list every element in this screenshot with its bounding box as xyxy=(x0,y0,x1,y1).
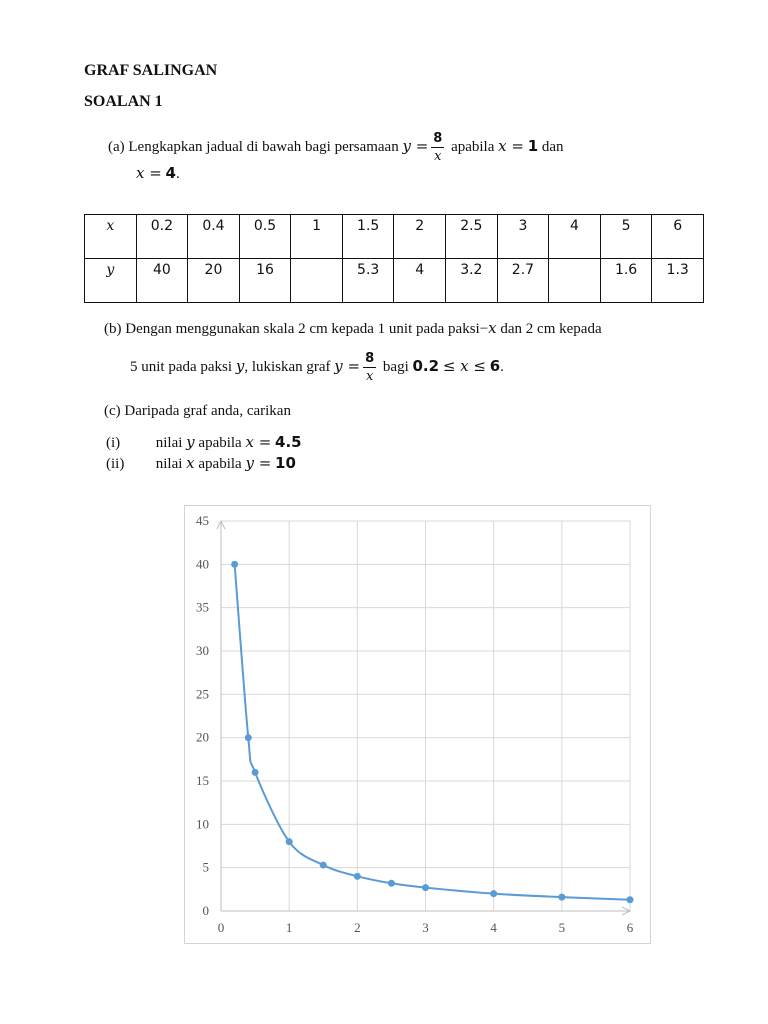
data-point xyxy=(231,561,238,568)
part-c-item-i-val: 4.5 xyxy=(275,433,302,451)
series-line xyxy=(235,564,630,899)
part-b-suffix: dan 2 cm kepada xyxy=(500,321,602,337)
chart-svg xyxy=(185,506,650,943)
data-point xyxy=(627,896,634,903)
part-a-mid: apabila xyxy=(451,138,495,155)
part-b-range-lo: 0.2 xyxy=(412,356,440,375)
part-c-item-ii-text: nilai xyxy=(155,456,183,472)
table-cell xyxy=(549,259,601,303)
table-cell: 1 xyxy=(291,215,343,259)
part-c-intro: (c) Daripada graf anda, carikan xyxy=(104,403,291,419)
part-a-cond2-var: x = xyxy=(136,164,162,182)
part-b-prefix: (b) Dengan menggunakan skala 2 cm kepada 1 unit pada paksi− xyxy=(104,321,489,337)
part-b-end: . xyxy=(500,358,504,375)
part-c-item-i-text: nilai xyxy=(155,435,183,451)
x-tick-label: 5 xyxy=(558,920,566,935)
part-a-cond1-var: x = xyxy=(498,136,524,155)
part-a-prefix: (a) Lengkapkan jadual di bawah bagi persamaan xyxy=(108,138,399,155)
data-point xyxy=(388,880,395,887)
y-tick-label: 35 xyxy=(196,599,209,615)
values-table xyxy=(84,214,704,303)
x-tick-label: 0 xyxy=(217,920,225,935)
part-c-roman-ii: (ii) xyxy=(106,456,125,472)
part-c-item-ii-cond-var: y = xyxy=(245,454,272,472)
y-tick-label: 45 xyxy=(196,513,209,528)
data-point xyxy=(558,894,565,901)
y-tick-label: 10 xyxy=(196,816,209,832)
part-a-line1 xyxy=(108,132,564,163)
part-b-frac-num: 8 xyxy=(365,351,375,366)
y-tick-label: 40 xyxy=(196,556,209,572)
data-point xyxy=(490,890,497,897)
table-cell: 0.4 xyxy=(188,215,240,259)
y-tick-label: 0 xyxy=(202,903,209,918)
part-c-item-i xyxy=(106,432,302,453)
x-tick-label: 4 xyxy=(490,920,497,935)
table-cell: 16 xyxy=(239,259,291,303)
part-b-fraction xyxy=(363,352,376,383)
part-b-line2-mid: , lukiskan graf xyxy=(244,358,331,375)
table-cell: 0.2 xyxy=(136,215,188,259)
part-b-line2-prefix: 5 unit pada paksi xyxy=(130,358,233,375)
part-a-joiner: dan xyxy=(541,138,564,155)
part-a-frac-num: 8 xyxy=(433,131,443,146)
part-a-cond2-val: 4 xyxy=(165,164,176,182)
table-cell: 1.3 xyxy=(652,259,704,303)
part-c-item-ii-val: 10 xyxy=(275,454,296,472)
part-c-item-i-var: y xyxy=(186,433,195,451)
part-c-item-i-cond: apabila xyxy=(198,435,242,451)
x-tick-label: 6 xyxy=(626,920,634,935)
data-point xyxy=(245,734,252,741)
data-point xyxy=(354,873,361,880)
table-cell: 2.5 xyxy=(446,215,498,259)
table-row-x xyxy=(85,215,704,259)
table-row-y xyxy=(85,259,704,303)
data-point xyxy=(286,838,293,845)
table-header-x: x xyxy=(85,215,137,259)
table-cell: 2 xyxy=(394,215,446,259)
part-c-item-ii xyxy=(106,453,296,474)
data-point xyxy=(422,884,429,891)
table-cell: 4 xyxy=(394,259,446,303)
part-b-var-x: x xyxy=(488,319,497,337)
question-label: SOALAN 1 xyxy=(84,93,163,110)
table-cell: 5 xyxy=(600,215,652,259)
y-tick-label: 30 xyxy=(196,643,209,658)
table-cell: 0.5 xyxy=(239,215,291,259)
part-c-roman-i: (i) xyxy=(106,435,121,451)
part-a-end: . xyxy=(175,166,180,182)
y-tick-label: 15 xyxy=(196,773,209,788)
table-cell: 1.5 xyxy=(342,215,394,259)
x-tick-label: 2 xyxy=(354,920,361,935)
table-cell xyxy=(291,259,343,303)
part-b-line2 xyxy=(130,352,504,383)
table-cell: 3 xyxy=(497,215,549,259)
part-b-line1 xyxy=(104,318,602,339)
part-b-frac-den: x xyxy=(365,369,374,384)
x-tick-label: 1 xyxy=(285,920,293,935)
data-point xyxy=(252,769,259,776)
part-c-item-ii-var: x xyxy=(186,454,195,472)
table-cell: 5.3 xyxy=(342,259,394,303)
y-tick-label: 25 xyxy=(196,686,209,702)
table-cell: 2.7 xyxy=(497,259,549,303)
y-tick-label: 20 xyxy=(196,729,209,745)
x-tick-label: 3 xyxy=(422,920,429,935)
part-a-cond1-val: 1 xyxy=(527,136,539,155)
part-a-eq-lhs: y = xyxy=(402,136,429,155)
table-cell: 20 xyxy=(188,259,240,303)
part-a-fraction xyxy=(431,132,444,163)
table-header-y: y xyxy=(85,259,137,303)
part-c-item-i-cond-var: x = xyxy=(245,433,272,451)
part-a-line2 xyxy=(136,163,180,184)
data-point xyxy=(320,862,327,869)
table-cell: 40 xyxy=(136,259,188,303)
part-b-range-mid: ≤ x ≤ xyxy=(442,356,486,375)
part-a-frac-den: x xyxy=(434,149,442,164)
part-b-range-prefix: bagi xyxy=(382,358,409,375)
y-tick-label: 5 xyxy=(202,859,209,875)
page-title: GRAF SALINGAN xyxy=(84,62,218,79)
table-cell: 1.6 xyxy=(600,259,652,303)
reciprocal-graph-chart xyxy=(184,505,651,944)
part-c-item-ii-cond: apabila xyxy=(198,456,242,472)
part-b-range-hi: 6 xyxy=(489,356,501,375)
part-b-var-y: y xyxy=(235,356,245,375)
table-cell: 4 xyxy=(549,215,601,259)
table-cell: 3.2 xyxy=(446,259,498,303)
part-b-eq-lhs: y = xyxy=(334,356,361,375)
table-cell: 6 xyxy=(652,215,704,259)
